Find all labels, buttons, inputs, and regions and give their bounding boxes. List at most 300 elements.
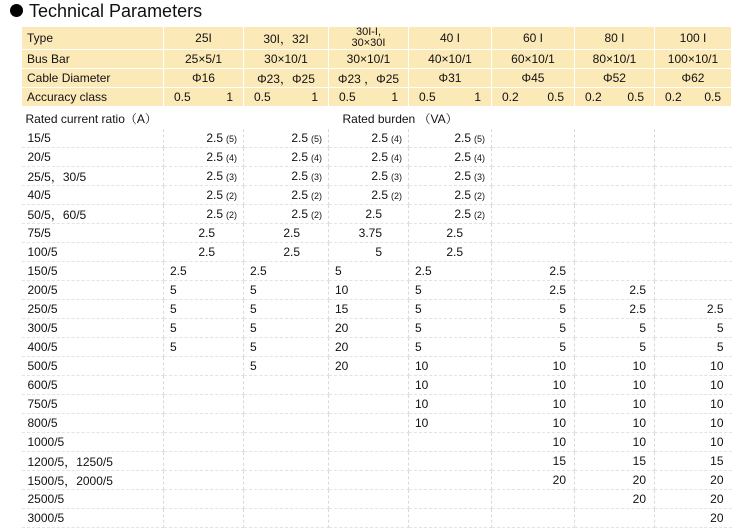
cable-diameter-row-cell: Φ62	[655, 69, 732, 88]
burden-cell	[409, 281, 492, 300]
burden-value: 2.5	[706, 302, 724, 316]
burden-value: 20	[335, 321, 349, 335]
burden-cell	[244, 243, 329, 262]
burden-cell	[575, 129, 655, 148]
table-row	[22, 300, 732, 319]
type-row-cell: 60 I	[492, 27, 575, 50]
burden-cell	[244, 376, 329, 395]
burden-value: 20	[335, 340, 349, 354]
current-ratio-cell: 1000/5	[22, 433, 164, 452]
burden-value: 2.5	[283, 245, 300, 259]
section-heading-row	[22, 107, 732, 130]
burden-value: 20	[632, 473, 646, 487]
burden-cell	[409, 129, 492, 148]
bus-bar-row-label: Bus Bar	[22, 50, 164, 69]
current-ratio-cell: 400/5	[22, 338, 164, 357]
burden-value: 2.5	[206, 207, 223, 221]
table-row	[22, 319, 732, 338]
burden-cell	[244, 338, 329, 357]
accuracy-cell	[409, 88, 492, 107]
burden-cell	[244, 452, 329, 471]
accuracy-value: 1	[391, 90, 398, 104]
burden-cell	[164, 471, 244, 490]
type-row-label: Type	[22, 27, 164, 50]
accuracy-cell	[244, 88, 329, 107]
burden-cell	[164, 262, 244, 281]
burden-cell	[575, 224, 655, 243]
burden-cell	[575, 281, 655, 300]
burden-cell	[575, 509, 655, 528]
turns-note: (4)	[391, 153, 402, 163]
burden-value: 5	[335, 264, 342, 278]
burden-cell	[575, 243, 655, 262]
burden-cell	[409, 319, 492, 338]
burden-value: 2.5	[549, 283, 566, 297]
burden-cell	[164, 281, 244, 300]
burden-cell	[164, 414, 244, 433]
bus-bar-row-cell: 30×10/1	[244, 50, 329, 69]
turns-note: (3)	[474, 172, 485, 182]
burden-cell	[492, 281, 575, 300]
burden-cell	[164, 338, 244, 357]
burden-cell	[575, 376, 655, 395]
cable-diameter-row-cell: Φ31	[409, 69, 492, 88]
burden-cell	[492, 338, 575, 357]
burden-cell	[244, 262, 329, 281]
burden-cell	[409, 376, 492, 395]
bus-bar-row-cell: 80×10/1	[575, 50, 655, 69]
table-row	[22, 129, 732, 148]
accuracy-value: 0.2	[665, 90, 682, 104]
burden-value: 5	[170, 321, 177, 335]
burden-cell	[164, 395, 244, 414]
burden-cell	[244, 281, 329, 300]
cable-diameter-row-cell: Φ23，Φ25	[244, 69, 329, 88]
current-ratio-cell: 1200/5，1250/5	[22, 452, 164, 471]
burden-cell	[655, 433, 732, 452]
burden-cell	[492, 376, 575, 395]
burden-value: 2.5	[206, 169, 223, 183]
burden-cell	[409, 262, 492, 281]
turns-note: (2)	[474, 210, 485, 220]
burden-value: 20	[710, 473, 724, 487]
burden-cell	[492, 243, 575, 262]
burden-cell	[409, 395, 492, 414]
technical-parameters-table	[21, 26, 732, 528]
burden-cell	[244, 433, 329, 452]
table-row	[22, 452, 732, 471]
burden-cell	[329, 300, 409, 319]
burden-cell	[575, 300, 655, 319]
burden-cell	[575, 148, 655, 167]
burden-cell	[409, 414, 492, 433]
burden-cell	[409, 471, 492, 490]
burden-cell	[244, 148, 329, 167]
burden-value: 10	[710, 378, 724, 392]
burden-value: 5	[415, 321, 422, 335]
burden-value: 2.5	[371, 150, 388, 164]
current-ratio-cell: 500/5	[22, 357, 164, 376]
burden-cell	[575, 490, 655, 509]
burden-cell	[655, 319, 732, 338]
accuracy-value: 0.5	[174, 90, 191, 104]
type-row-cell: 80 I	[575, 27, 655, 50]
burden-cell	[492, 167, 575, 186]
burden-value: 5	[559, 321, 566, 335]
bus-bar-row-cell: 100×10/1	[655, 50, 732, 69]
burden-cell	[492, 433, 575, 452]
burden-cell	[575, 357, 655, 376]
table-row	[22, 357, 732, 376]
burden-cell	[492, 452, 575, 471]
burden-cell	[164, 319, 244, 338]
type-row	[22, 27, 732, 50]
burden-value: 2.5	[206, 150, 223, 164]
turns-note: (2)	[311, 210, 322, 220]
burden-value: 2.5	[446, 245, 463, 259]
burden-cell	[409, 167, 492, 186]
burden-value: 2.5	[291, 207, 308, 221]
turns-note: (5)	[474, 134, 485, 144]
burden-value: 5	[559, 340, 566, 354]
accuracy-value: 0.5	[254, 90, 271, 104]
bus-bar-row-cell: 25×5/1	[164, 50, 244, 69]
turns-note: (4)	[226, 153, 237, 163]
accuracy-value: 0.2	[502, 90, 519, 104]
burden-cell	[655, 414, 732, 433]
burden-cell	[164, 129, 244, 148]
burden-value: 10	[552, 378, 566, 392]
burden-value: 2.5	[371, 169, 388, 183]
burden-cell	[575, 395, 655, 414]
burden-cell	[164, 433, 244, 452]
burden-value: 10	[710, 397, 724, 411]
burden-cell	[492, 300, 575, 319]
burden-value: 5	[415, 302, 422, 316]
burden-cell	[492, 205, 575, 224]
burden-cell	[244, 224, 329, 243]
burden-cell	[329, 243, 409, 262]
burden-value: 5	[250, 302, 257, 316]
turns-note: (3)	[311, 172, 322, 182]
burden-cell	[244, 167, 329, 186]
burden-cell	[655, 452, 732, 471]
burden-cell	[655, 129, 732, 148]
burden-value: 2.5	[371, 188, 388, 202]
burden-cell	[575, 414, 655, 433]
page-title-text: Technical Parameters	[29, 1, 203, 21]
burden-cell	[409, 205, 492, 224]
burden-cell	[409, 452, 492, 471]
turns-note: (2)	[311, 191, 322, 201]
cable-diameter-row-cell: Φ23 ，Φ25	[329, 69, 409, 88]
burden-value: 2.5	[291, 188, 308, 202]
bus-bar-row-cell: 30×10/1	[329, 50, 409, 69]
burden-value: 10	[552, 397, 566, 411]
burden-cell	[244, 471, 329, 490]
accuracy-cell	[329, 88, 409, 107]
burden-cell	[655, 509, 732, 528]
burden-value: 10	[335, 283, 349, 297]
burden-value: 2.5	[454, 169, 471, 183]
turns-note: (2)	[474, 191, 485, 201]
burden-value: 10	[415, 359, 429, 373]
accuracy-class-row	[22, 88, 732, 107]
current-ratio-cell: 250/5	[22, 300, 164, 319]
burden-value: 5	[250, 283, 257, 297]
burden-value: 5	[375, 245, 382, 259]
table-row	[22, 186, 732, 205]
burden-cell	[655, 186, 732, 205]
current-ratio-cell: 2500/5	[22, 490, 164, 509]
current-ratio-cell: 1500/5，2000/5	[22, 471, 164, 490]
burden-cell	[329, 395, 409, 414]
table-row	[22, 395, 732, 414]
burden-value: 5	[170, 302, 177, 316]
burden-value: 10	[552, 416, 566, 430]
burden-value: 10	[710, 359, 724, 373]
burden-value: 2.5	[454, 150, 471, 164]
burden-value: 2.5	[291, 169, 308, 183]
burden-cell	[575, 471, 655, 490]
burden-value: 5	[716, 321, 724, 335]
current-ratio-cell: 100/5	[22, 243, 164, 262]
cable-diameter-row-label: Cable Diameter	[22, 69, 164, 88]
burden-cell	[492, 395, 575, 414]
accuracy-cell	[164, 88, 244, 107]
table-row	[22, 148, 732, 167]
type-row-cell: 25I	[164, 27, 244, 50]
burden-cell	[575, 338, 655, 357]
current-ratio-cell: 50/5，60/5	[22, 205, 164, 224]
burden-value: 10	[632, 378, 646, 392]
burden-cell	[164, 167, 244, 186]
burden-value: 2.5	[371, 131, 388, 145]
burden-cell	[329, 338, 409, 357]
cable-diameter-row-cell: Φ52	[575, 69, 655, 88]
current-ratio-cell: 600/5	[22, 376, 164, 395]
burden-cell	[492, 262, 575, 281]
burden-cell	[244, 490, 329, 509]
burden-cell	[655, 224, 732, 243]
burden-value: 2.5	[454, 188, 471, 202]
burden-cell	[329, 452, 409, 471]
burden-cell	[329, 186, 409, 205]
turns-note: (4)	[474, 153, 485, 163]
accuracy-class-label: Accuracy class	[22, 88, 164, 107]
turns-note: (3)	[226, 172, 237, 182]
burden-cell	[244, 129, 329, 148]
type-row-cell: 30I-I, 30×30I	[329, 27, 409, 50]
burden-cell	[575, 319, 655, 338]
accuracy-cell	[575, 88, 655, 107]
burden-cell	[492, 148, 575, 167]
burden-value: 15	[632, 454, 646, 468]
accuracy-value: 0.2	[585, 90, 602, 104]
table-row	[22, 471, 732, 490]
burden-value: 20	[710, 511, 724, 525]
burden-value: 10	[632, 397, 646, 411]
type-row-cell: 40 I	[409, 27, 492, 50]
burden-value: 10	[415, 416, 429, 430]
accuracy-value: 1	[474, 90, 481, 104]
burden-cell	[329, 148, 409, 167]
burden-value: 2.5	[291, 131, 308, 145]
burden-cell	[244, 205, 329, 224]
accuracy-value: 0.5	[339, 90, 356, 104]
burden-value: 2.5	[170, 264, 187, 278]
burden-value: 2.5	[206, 131, 223, 145]
turns-note: (2)	[226, 210, 237, 220]
burden-cell	[492, 471, 575, 490]
bus-bar-row	[22, 50, 732, 69]
burden-cell	[329, 433, 409, 452]
burden-cell	[655, 262, 732, 281]
burden-cell	[492, 224, 575, 243]
burden-cell	[244, 357, 329, 376]
current-ratio-cell: 20/5	[22, 148, 164, 167]
burden-cell	[655, 376, 732, 395]
turns-note: (4)	[311, 153, 322, 163]
burden-cell	[164, 243, 244, 262]
burden-value: 5	[639, 340, 646, 354]
burden-cell	[409, 243, 492, 262]
burden-cell	[409, 433, 492, 452]
burden-cell	[329, 167, 409, 186]
burden-cell	[575, 186, 655, 205]
burden-cell	[575, 433, 655, 452]
burden-value: 2.5	[446, 226, 463, 240]
burden-cell	[655, 281, 732, 300]
burden-cell	[655, 471, 732, 490]
burden-cell	[329, 205, 409, 224]
current-ratio-cell: 200/5	[22, 281, 164, 300]
burden-cell	[329, 224, 409, 243]
burden-cell	[575, 205, 655, 224]
burden-cell	[329, 319, 409, 338]
burden-value: 10	[632, 359, 646, 373]
current-ratio-cell: 40/5	[22, 186, 164, 205]
burden-cell	[575, 262, 655, 281]
burden-value: 2.5	[549, 264, 566, 278]
burden-cell	[164, 490, 244, 509]
burden-cell	[492, 414, 575, 433]
current-ratio-cell: 300/5	[22, 319, 164, 338]
burden-value: 10	[632, 435, 646, 449]
burden-cell	[575, 452, 655, 471]
burden-cell	[409, 300, 492, 319]
burden-value: 2.5	[283, 226, 300, 240]
burden-value: 2.5	[415, 264, 432, 278]
burden-value: 5	[415, 340, 422, 354]
accuracy-cell	[492, 88, 575, 107]
type-row-cell: 30I，32I	[244, 27, 329, 50]
burden-cell	[244, 395, 329, 414]
table-row	[22, 205, 732, 224]
current-ratio-cell: 750/5	[22, 395, 164, 414]
burden-value: 2.5	[454, 207, 471, 221]
burden-cell	[164, 205, 244, 224]
burden-cell	[655, 490, 732, 509]
burden-value: 2.5	[365, 207, 382, 221]
burden-cell	[655, 395, 732, 414]
burden-cell	[164, 300, 244, 319]
burden-value: 2.5	[250, 264, 267, 278]
burden-value: 2.5	[206, 188, 223, 202]
burden-cell	[329, 509, 409, 528]
burden-cell	[164, 376, 244, 395]
burden-value: 20	[710, 492, 724, 506]
burden-value: 2.5	[629, 302, 646, 316]
bullet-icon	[10, 4, 23, 17]
burden-cell	[164, 452, 244, 471]
turns-note: (2)	[391, 191, 402, 201]
burden-cell	[655, 243, 732, 262]
burden-cell	[244, 186, 329, 205]
turns-note: (4)	[391, 134, 402, 144]
burden-value: 5	[559, 302, 566, 316]
burden-value: 5	[639, 321, 646, 335]
burden-value: 5	[716, 340, 724, 354]
burden-cell	[655, 357, 732, 376]
table-row	[22, 262, 732, 281]
burden-cell	[164, 224, 244, 243]
burden-cell	[329, 262, 409, 281]
burden-value: 15	[552, 454, 566, 468]
burden-cell	[492, 186, 575, 205]
burden-cell	[655, 148, 732, 167]
burden-cell	[164, 186, 244, 205]
type-row-cell: 100 I	[655, 27, 732, 50]
turns-note: (2)	[226, 191, 237, 201]
burden-value: 10	[710, 435, 724, 449]
burden-value: 2.5	[198, 226, 215, 240]
burden-cell	[409, 338, 492, 357]
accuracy-value: 1	[226, 90, 233, 104]
burden-value: 20	[632, 492, 646, 506]
accuracy-cell	[655, 88, 732, 107]
bus-bar-row-cell: 60×10/1	[492, 50, 575, 69]
burden-value: 5	[170, 340, 177, 354]
burden-cell	[329, 357, 409, 376]
burden-cell	[409, 224, 492, 243]
table-row	[22, 414, 732, 433]
burden-cell	[164, 509, 244, 528]
burden-cell	[409, 186, 492, 205]
burden-value: 15	[710, 454, 724, 468]
burden-value: 2.5	[291, 150, 308, 164]
burden-cell	[164, 148, 244, 167]
burden-cell	[329, 281, 409, 300]
current-ratio-cell: 150/5	[22, 262, 164, 281]
burden-cell	[409, 509, 492, 528]
turns-note: (5)	[226, 134, 237, 144]
turns-note: (5)	[311, 134, 322, 144]
current-ratio-cell: 800/5	[22, 414, 164, 433]
burden-cell	[329, 376, 409, 395]
current-ratio-cell: 75/5	[22, 224, 164, 243]
burden-cell	[329, 129, 409, 148]
accuracy-value: 0.5	[704, 90, 721, 104]
burden-value: 5	[250, 321, 257, 335]
accuracy-value: 0.5	[419, 90, 436, 104]
burden-value: 3.75	[358, 226, 382, 240]
current-ratio-cell: 25/5，30/5	[22, 167, 164, 186]
burden-cell	[409, 357, 492, 376]
table-row	[22, 338, 732, 357]
burden-cell	[492, 129, 575, 148]
burden-cell	[409, 148, 492, 167]
